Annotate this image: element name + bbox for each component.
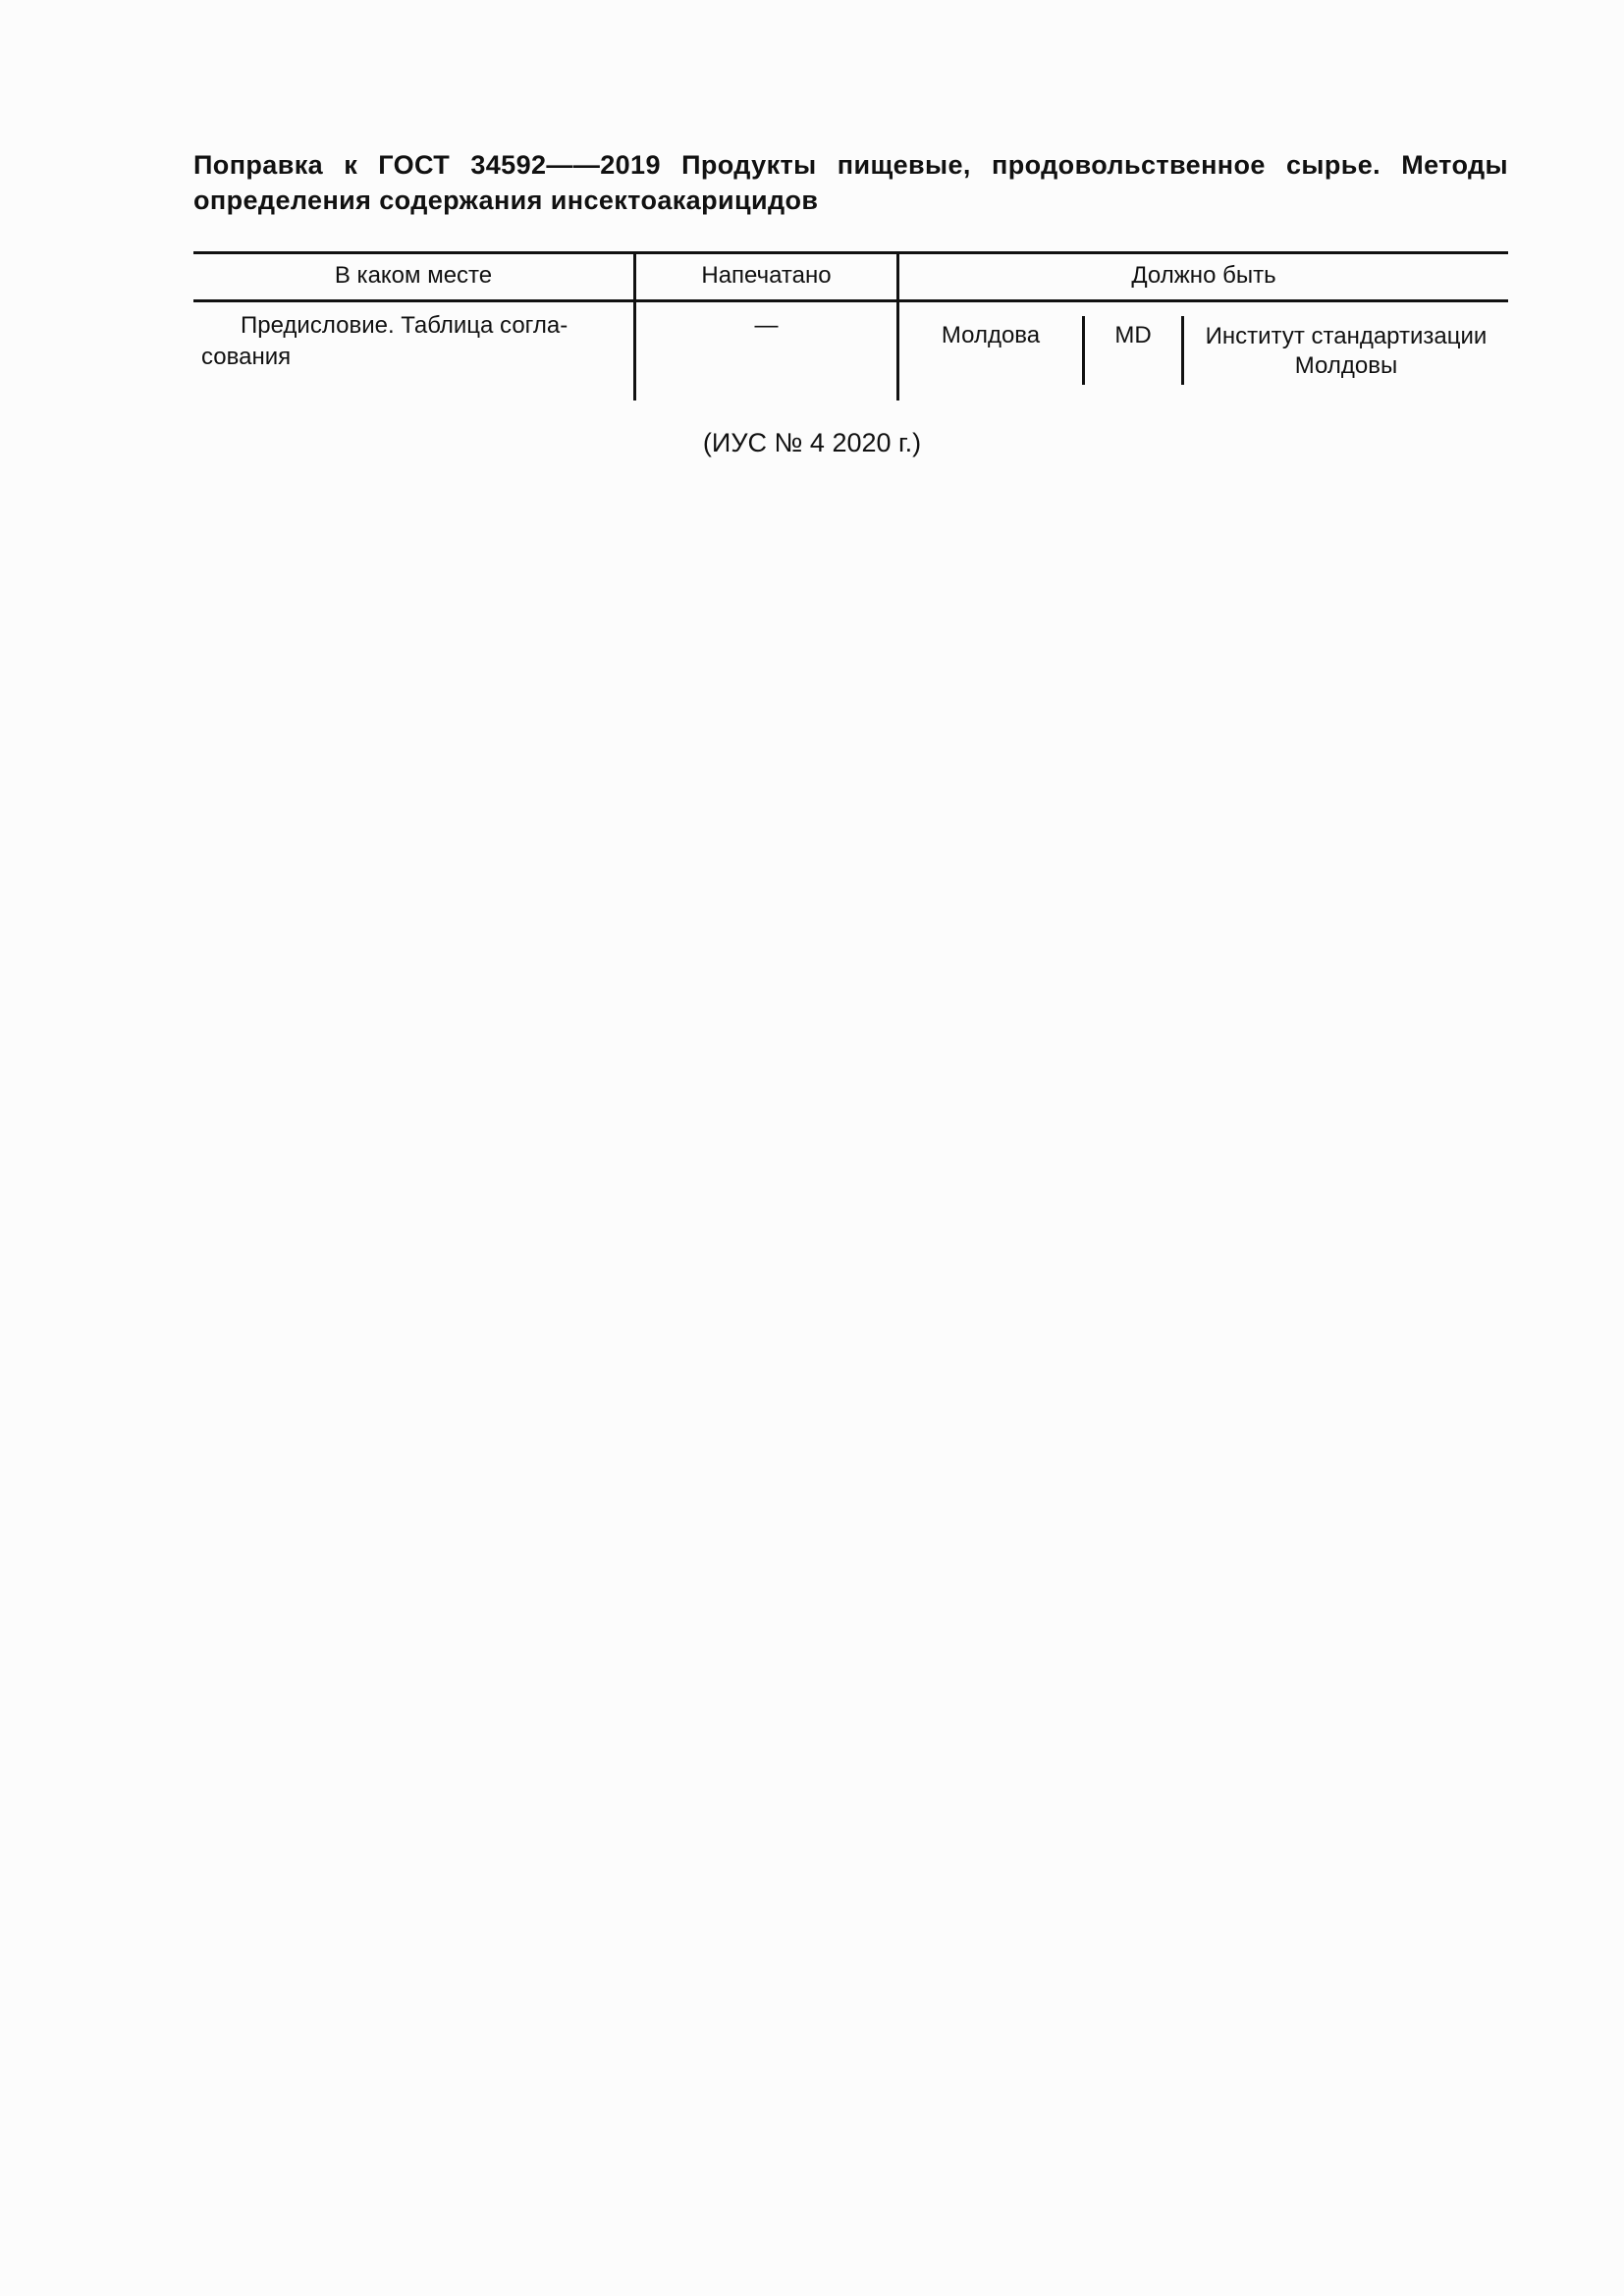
title-line-2: определения содержания инсектоакарицидов [193,186,819,215]
table-top-rule [193,251,1508,254]
header-should-be: Должно быть [1131,262,1276,289]
cell-country: Молдова [941,322,1041,348]
cell-country-code: MD [1114,322,1152,348]
header-place: В каком месте [334,262,493,289]
title-line-1: Поправка к ГОСТ 34592——2019 Продукты пищевые, продовольственное сырье. Методы [193,150,1508,180]
cell-organization [1184,322,1508,381]
table-header-rule [193,299,1508,302]
document-title [193,147,1508,218]
cell-place-line-1: Предисловие. Таблица согла- [241,312,568,339]
header-printed: Напечатано [701,262,832,289]
source-reference: (ИУС № 4 2020 г.) [702,428,922,457]
correction-table [193,251,1508,400]
cell-printed: — [754,312,779,339]
cell-organization-line-1: Институт стандартизации [1205,323,1488,349]
cell-organization-line-2: Молдовы [1294,352,1398,379]
cell-place-line-2: сования [201,344,292,370]
cell-place [201,310,623,373]
